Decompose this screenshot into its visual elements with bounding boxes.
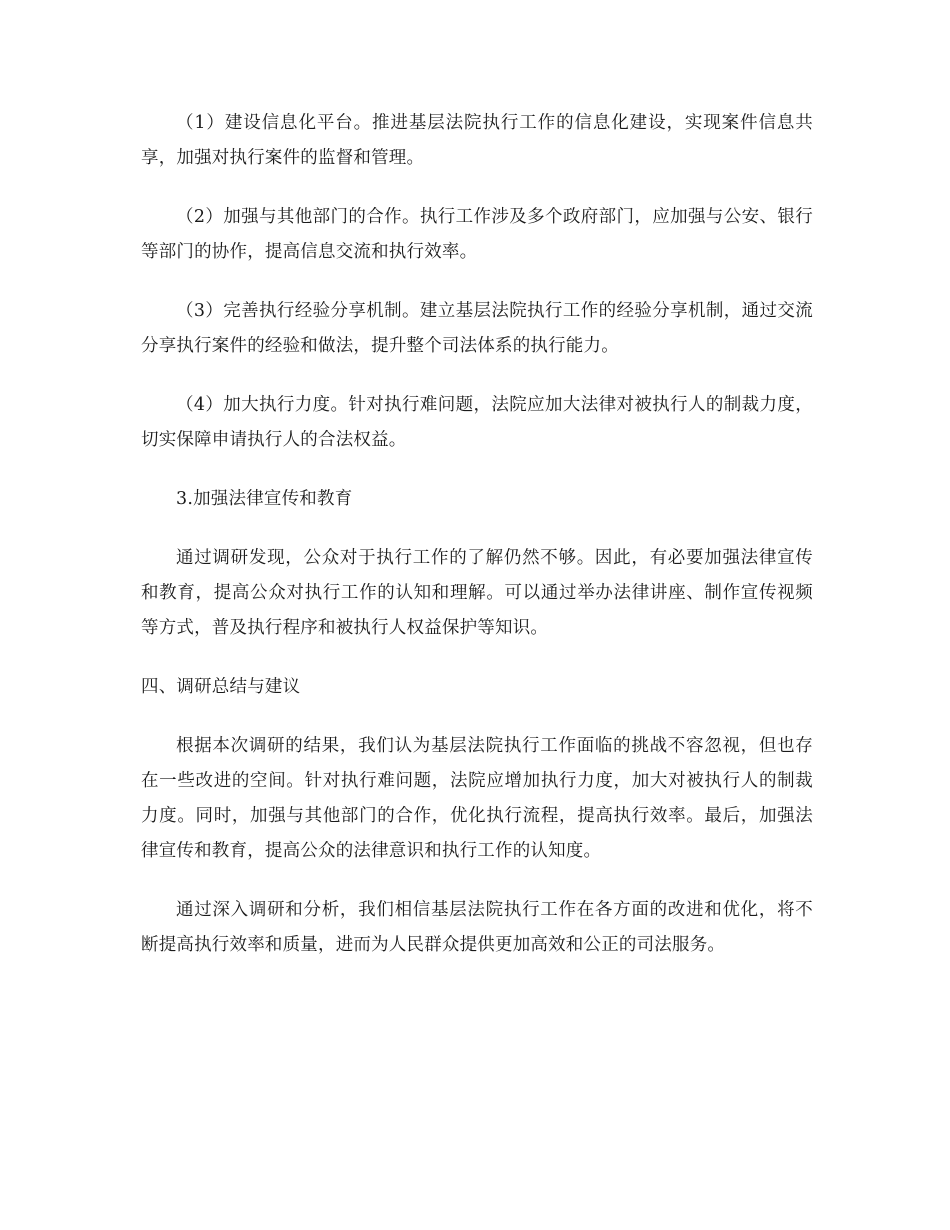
paragraph-item-4-enforcement: （4）加大执行力度。针对执行难问题，法院应加大法律对被执行人的制裁力度，切实保障申请执行人的合法权益。 — [141, 395, 813, 450]
paragraph-legal-education: 通过调研发现，公众对于执行工作的了解仍然不够。因此，有必要加强法律宣传和教育，提高公众对执行工作的认知和理解。可以通过举办法律讲座、制作宣传视频等方式，普及执行程序和被执行人权益保护等知识。 — [141, 548, 813, 638]
section-heading-summary: 四、调研总结与建议 — [141, 677, 301, 697]
paragraph-item-2-cooperation: （2）加强与其他部门的合作。执行工作涉及多个政府部门，应加强与公安、银行等部门的协作，提高信息交流和执行效率。 — [141, 207, 813, 262]
paragraph-item-1-platform: （1）建设信息化平台。推进基层法院执行工作的信息化建设，实现案件信息共享，加强对执行案件的监督和管理。 — [141, 113, 813, 168]
paragraph-summary: 根据本次调研的结果，我们认为基层法院执行工作面临的挑战不容忽视，但也存在一些改进的空间。针对执行难问题，法院应增加执行力度，加大对被执行人的制裁力度。同时，加强与其他部门的合作，优化执行流程，提高执行效率。最后，加强法律宣传和教育，提高公众的法律意识和执行工作的认知度。 — [141, 736, 813, 861]
paragraph-conclusion: 通过深入调研和分析，我们相信基层法院执行工作在各方面的改进和优化，将不断提高执行效率和质量，进而为人民群众提供更加高效和公正的司法服务。 — [141, 900, 813, 955]
subsection-heading-legal-education: 3.加强法律宣传和教育 — [176, 489, 353, 509]
paragraph-item-3-experience-sharing: （3）完善执行经验分享机制。建立基层法院执行工作的经验分享机制，通过交流分享执行案件的经验和做法，提升整个司法体系的执行能力。 — [141, 301, 813, 356]
document-body — [141, 106, 813, 987]
